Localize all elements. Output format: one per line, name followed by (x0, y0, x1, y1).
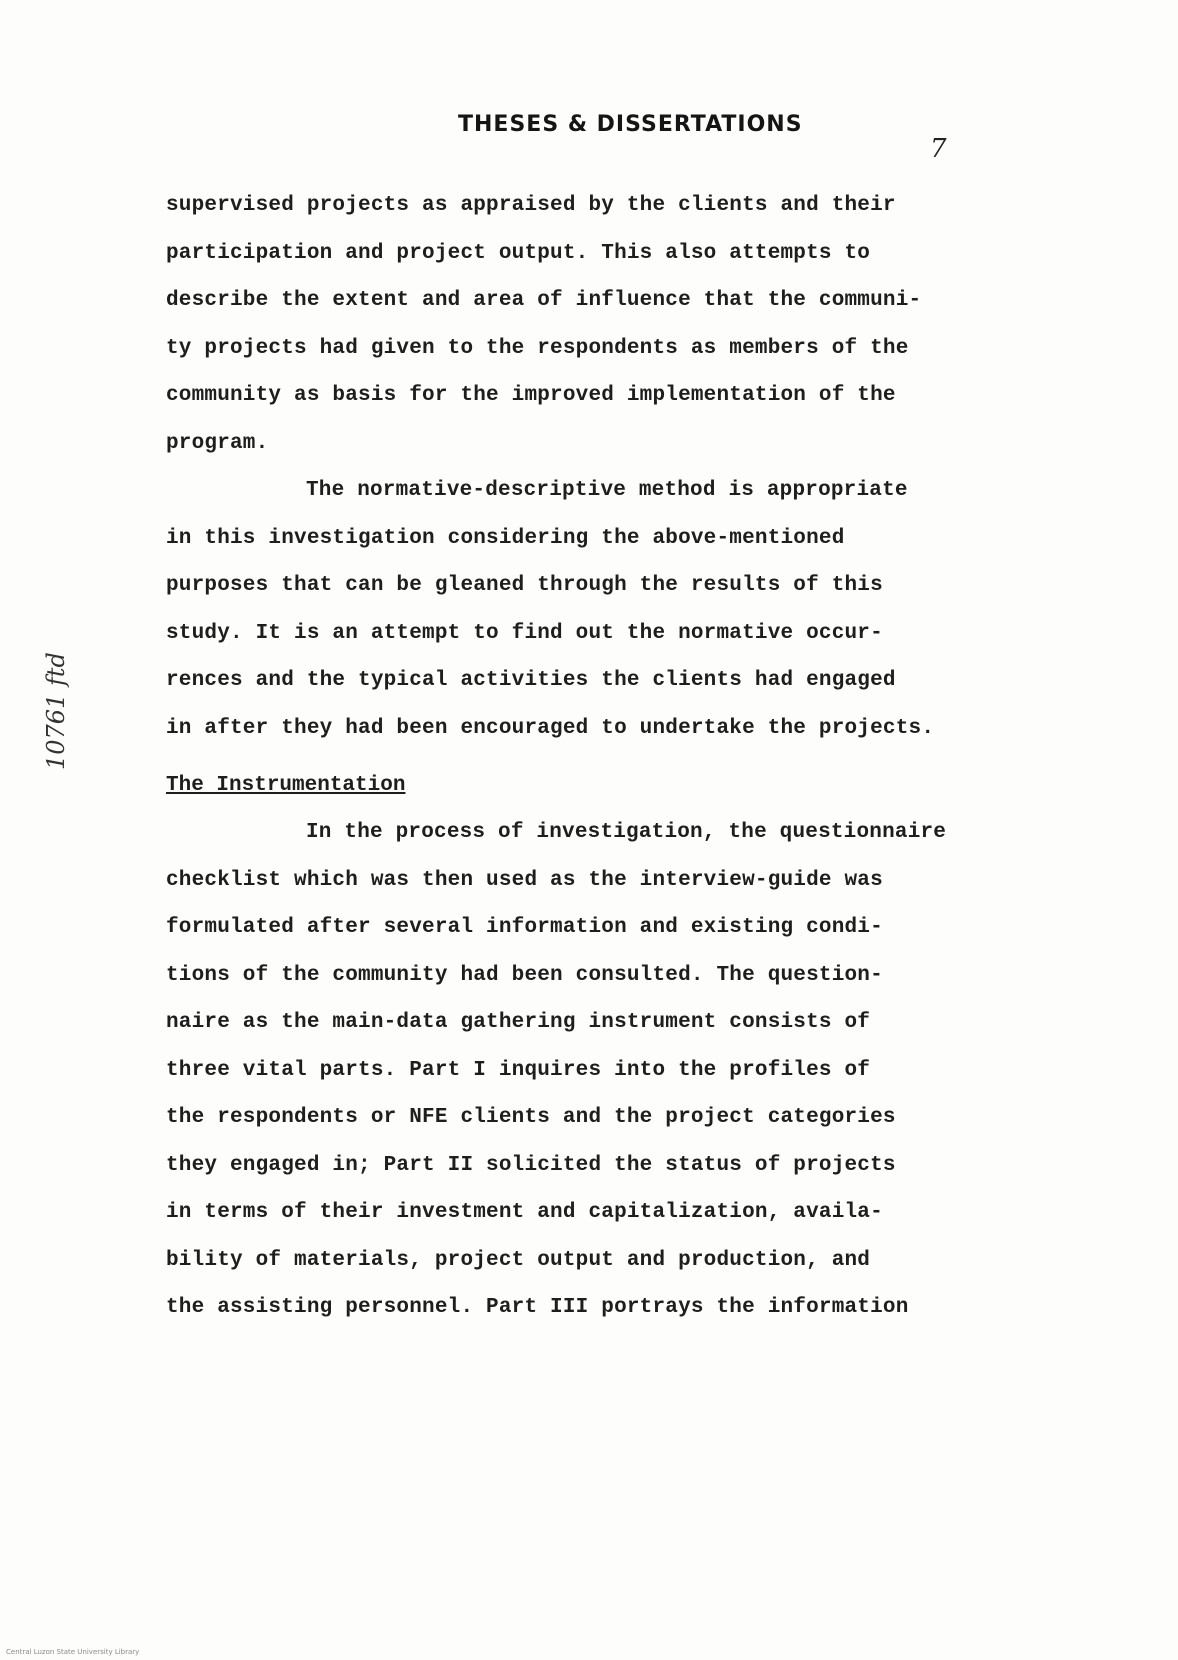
text-line: ty projects had given to the respondents as members of the (166, 336, 909, 360)
text-line: describe the extent and area of influence that the communi- (166, 289, 922, 312)
text-line: formulated after several information and existing condi- (166, 916, 883, 939)
text-line: The normative-descriptive method is appropriate (306, 479, 908, 502)
text-line: purposes that can be gleaned through the results of this (166, 574, 883, 597)
text-line: supervised projects as appraised by the clients and their (166, 194, 896, 217)
body-text (166, 182, 1056, 1332)
text-line: community as basis for the improved implementation of the (166, 384, 896, 407)
scan-footer-text: Central Luzon State University Library (6, 1648, 140, 1656)
text-line: rences and the typical activities the clients had engaged (166, 669, 896, 692)
text-line: naire as the main-data gathering instrument consists of (166, 1011, 871, 1034)
text-line: they engaged in; Part II solicited the status of projects (166, 1153, 896, 1177)
text-line: three vital parts. Part I inquires into the profiles of (166, 1058, 871, 1082)
text-line: study. It is an attempt to find out the normative occur- (166, 621, 883, 645)
text-line: tions of the community had been consulted. The question- (166, 963, 883, 987)
text-line: bility of materials, project output and production, and (166, 1248, 871, 1272)
section-heading: The Instrumentation (166, 774, 406, 797)
text-line: in after they had been encouraged to undertake the projects. (166, 716, 935, 740)
text-line: in this investigation considering the above-mentioned (166, 526, 845, 550)
text-line: in terms of their investment and capitalization, availa- (166, 1201, 883, 1224)
page-number: 7 (930, 134, 947, 164)
text-line: checklist which was then used as the interview-guide was (166, 868, 883, 892)
text-line: the assisting personnel. Part III portrays the information (166, 1296, 909, 1319)
text-line: program. (166, 431, 269, 455)
handwritten-margin-note: 10761 ftd (42, 652, 70, 770)
text-line: In the process of investigation, the questionnaire (306, 821, 947, 844)
text-line: the respondents or NFE clients and the project categories (166, 1106, 896, 1129)
text-line: participation and project output. This also attempts to (166, 241, 871, 265)
page-header-title: THESES & DISSERTATIONS (458, 112, 803, 137)
